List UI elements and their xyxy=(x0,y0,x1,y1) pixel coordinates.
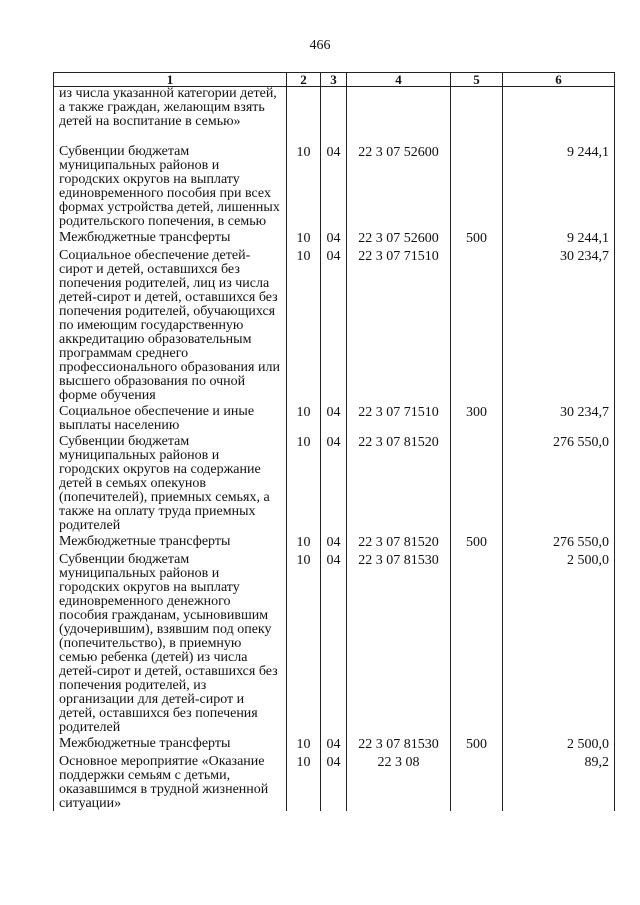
table-row xyxy=(54,87,615,144)
row-subsection: 04 xyxy=(321,533,347,551)
row-target-code: 22 3 07 52600 xyxy=(347,143,451,229)
row-section: 10 xyxy=(287,735,321,753)
row-expense-type: 500 xyxy=(451,735,503,753)
table-row xyxy=(54,229,615,247)
budget-table xyxy=(53,72,615,811)
row-subsection: 04 xyxy=(321,551,347,735)
col-header-6: 6 xyxy=(503,73,615,87)
table-row xyxy=(54,735,615,753)
row-section: 10 xyxy=(287,143,321,229)
row-name: Субвенции бюджетам муниципальных районов и городских округов на содержание детей в семьях опекунов (попечителей), приемных семьях, а также на оплату труда приемных родителей xyxy=(54,433,287,533)
table-header-row xyxy=(54,73,615,87)
row-amount: 2 500,0 xyxy=(503,551,615,735)
table-row xyxy=(54,753,615,811)
row-subsection: 04 xyxy=(321,247,347,403)
row-name: Социальное обеспечение и иные выплаты населению xyxy=(54,403,287,433)
row-expense-type: 500 xyxy=(451,533,503,551)
row-target-code: 22 3 07 81520 xyxy=(347,433,451,533)
row-amount: 30 234,7 xyxy=(503,403,615,433)
row-subsection: 04 xyxy=(321,433,347,533)
row-amount: 276 550,0 xyxy=(503,433,615,533)
row-name: Основное мероприятие «Оказание поддержки семьям с детьми, оказавшимся в трудной жизненной ситуации» xyxy=(54,753,287,811)
row-subsection: 04 xyxy=(321,753,347,811)
row-subsection: 04 xyxy=(321,229,347,247)
table-row xyxy=(54,551,615,735)
row-amount: 89,2 xyxy=(503,753,615,811)
col-header-1: 1 xyxy=(54,73,287,87)
table-row xyxy=(54,533,615,551)
row-section: 10 xyxy=(287,229,321,247)
row-target-code: 22 3 07 71510 xyxy=(347,247,451,403)
row-amount: 276 550,0 xyxy=(503,533,615,551)
table-row xyxy=(54,403,615,433)
row-section xyxy=(287,87,321,144)
col-header-3: 3 xyxy=(321,73,347,87)
row-amount: 9 244,1 xyxy=(503,143,615,229)
row-expense-type xyxy=(451,753,503,811)
row-target-code: 22 3 07 81530 xyxy=(347,735,451,753)
row-expense-type xyxy=(451,433,503,533)
row-name: Субвенции бюджетам муниципальных районов и городских округов на выплату единовременного пособия при всех формах устройства детей, лишенных родительского попечения, в семью xyxy=(54,143,287,229)
row-target-code: 22 3 07 81530 xyxy=(347,551,451,735)
row-name: Социальное обеспечение детей-сирот и детей, оставшихся без попечения родителей, лиц из числа детей-сирот и детей, оставшихся без попечения родителей, обучающихся по имеющим государственную аккредитацию образовательным программам среднего профессионального образования или высшего образования по очной форме обучения xyxy=(54,247,287,403)
row-expense-type xyxy=(451,247,503,403)
table-row xyxy=(54,143,615,229)
table-row xyxy=(54,433,615,533)
row-section: 10 xyxy=(287,247,321,403)
row-expense-type xyxy=(451,551,503,735)
row-target-code: 22 3 07 52600 xyxy=(347,229,451,247)
row-target-code: 22 3 07 71510 xyxy=(347,403,451,433)
row-name: Субвенции бюджетам муниципальных районов и городских округов на выплату единовременного денежного пособия гражданам, усыновившим (удочерившим), взявшим под опеку (попечительство), в приемную семью ребенка (детей) из числа детей-сирот и детей, оставшихся без попечения родителей, из организации для детей-сирот и детей, оставшихся без попечения родителей xyxy=(54,551,287,735)
row-target-code xyxy=(347,87,451,144)
row-subsection: 04 xyxy=(321,403,347,433)
row-amount: 9 244,1 xyxy=(503,229,615,247)
row-name: Межбюджетные трансферты xyxy=(54,735,287,753)
row-subsection: 04 xyxy=(321,143,347,229)
row-section: 10 xyxy=(287,551,321,735)
row-expense-type xyxy=(451,87,503,144)
page-number: 466 xyxy=(309,38,331,53)
row-name: из числа указанной категории детей, а также граждан, желающим взять детей на воспитание в семью» xyxy=(54,87,287,144)
row-target-code: 22 3 07 81520 xyxy=(347,533,451,551)
row-amount xyxy=(503,87,615,144)
row-expense-type: 500 xyxy=(451,229,503,247)
row-name: Межбюджетные трансферты xyxy=(54,229,287,247)
col-header-4: 4 xyxy=(347,73,451,87)
row-expense-type: 300 xyxy=(451,403,503,433)
row-name: Межбюджетные трансферты xyxy=(54,533,287,551)
row-section: 10 xyxy=(287,403,321,433)
row-expense-type xyxy=(451,143,503,229)
row-subsection xyxy=(321,87,347,144)
row-amount: 2 500,0 xyxy=(503,735,615,753)
row-section: 10 xyxy=(287,433,321,533)
col-header-5: 5 xyxy=(451,73,503,87)
row-target-code: 22 3 08 xyxy=(347,753,451,811)
row-subsection: 04 xyxy=(321,735,347,753)
table-row xyxy=(54,247,615,403)
col-header-2: 2 xyxy=(287,73,321,87)
row-section: 10 xyxy=(287,533,321,551)
row-section: 10 xyxy=(287,753,321,811)
row-amount: 30 234,7 xyxy=(503,247,615,403)
